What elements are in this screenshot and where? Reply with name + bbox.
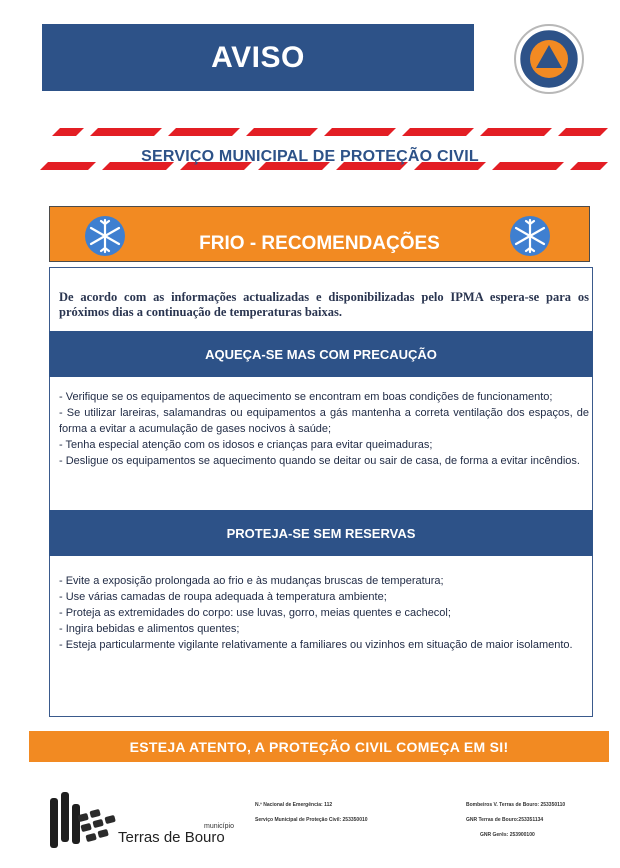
list-item: - Desligue os equipamentos se aquecimento quando se deitar ou sair de casa, de forma a evitar incêndios. xyxy=(59,455,580,467)
snowflake-icon xyxy=(508,214,552,258)
list-item: - Proteja as extremidades do corpo: use luvas, gorro, meias quentes e cachecol; xyxy=(59,607,451,619)
contact-municipal-service: Serviço Municipal de Proteção Civil: 253350010 xyxy=(255,817,368,823)
list-item: - Evite a exposição prolongada ao frio e às mudanças bruscas de temperatura; xyxy=(59,575,444,587)
contact-national-emergency: N.º Nacional de Emergência: 112 xyxy=(255,802,333,808)
banner-title: FRIO - RECOMENDAÇÕES xyxy=(199,233,440,254)
logo-subtitle: município xyxy=(204,823,234,830)
service-title: SERVIÇO MUNICIPAL DE PROTEÇÃO CIVIL xyxy=(141,148,479,165)
list-item: - Esteja particularmente vigilante relativamente a familiares ou vizinhos em situação de maior isolamento. xyxy=(59,639,573,651)
civil-protection-seal-icon xyxy=(513,23,585,95)
footer-slogan: ESTEJA ATENTO, A PROTEÇÃO CIVIL COMEÇA EM SI! xyxy=(129,738,509,755)
list-item: - Verifique se os equipamentos de aquecimento se encontram em boas condições de funcionamento; xyxy=(59,391,553,403)
list-item: - Ingira bebidas e alimentos quentes; xyxy=(59,623,240,635)
logo-name: Terras de Bouro xyxy=(118,829,225,846)
contact-firefighters: Bombeiros V. Terras de Bouro: 253350110 xyxy=(466,802,566,808)
protection-recommendations-list xyxy=(59,573,589,653)
heating-recommendations-list xyxy=(59,389,589,469)
frio-banner xyxy=(49,206,590,262)
section-protection-header xyxy=(49,510,593,556)
section-heating-header xyxy=(49,331,593,377)
list-item: - Tenha especial atenção com os idosos e crianças para evitar queimaduras; xyxy=(59,439,433,451)
aviso-header xyxy=(42,24,474,91)
list-item: - Se utilizar lareiras, salamandras ou equipamentos a gás mantenha a correta ventilação dos espaços, de forma a evitar a acumulação de gases nocivos à saúde; xyxy=(59,407,589,435)
page-title: AVISO xyxy=(211,40,305,74)
list-item: - Use várias camadas de roupa adequada à temperatura ambiente; xyxy=(59,591,387,603)
intro-paragraph: De acordo com as informações actualizadas e disponibilizadas pelo IPMA espera-se para os próximos dias a continuação de temperaturas baixas. xyxy=(59,290,589,319)
contact-gnr-terras: GNR Terras de Bouro:253351134 xyxy=(466,817,544,823)
section-heating-title: AQUEÇA-SE MAS COM PRECAUÇÃO xyxy=(205,346,437,362)
footer-slogan-bar xyxy=(29,731,609,762)
section-protection-title: PROTEJA-SE SEM RESERVAS xyxy=(226,525,416,541)
contact-gnr-geres: GNR Gerês: 253900100 xyxy=(480,832,535,838)
